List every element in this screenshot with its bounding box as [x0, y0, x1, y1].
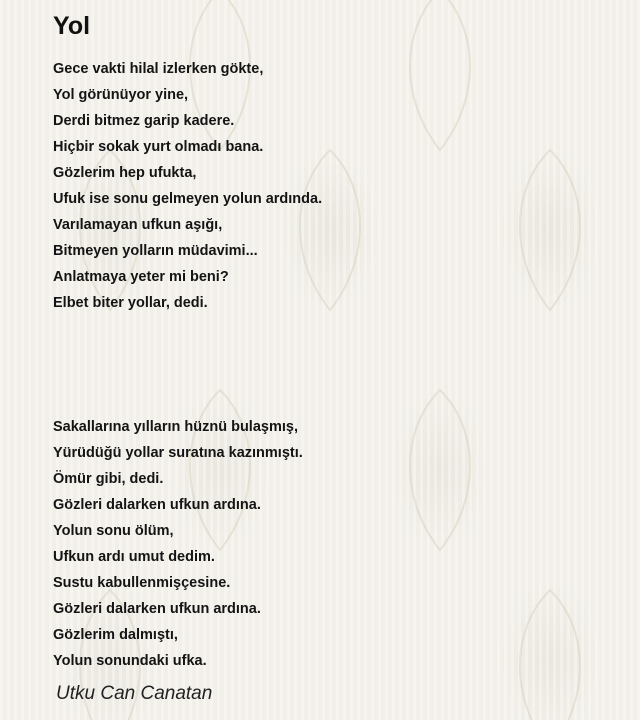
- poem-line: Elbet biter yollar, dedi.: [53, 295, 208, 311]
- poem-line: Gözleri dalarken ufkun ardına.: [53, 601, 261, 617]
- poem-author: Utku Can Canatan: [56, 683, 213, 704]
- poem-line: Ufkun ardı umut dedim.: [53, 549, 215, 565]
- poem-line: Derdi bitmez garip kadere.: [53, 113, 235, 129]
- poem-line: Varılamayan ufkun aşığı,: [53, 217, 223, 233]
- poem-line: Gözleri dalarken ufkun ardına.: [53, 497, 261, 513]
- poem-line: Yolun sonu ölüm,: [53, 523, 174, 539]
- poem-line: Ufuk ise sonu gelmeyen yolun ardında.: [53, 191, 323, 207]
- poem-line: Gözlerim dalmıştı,: [53, 627, 178, 643]
- stanza-2: [53, 414, 623, 674]
- poem-line: Yolun sonundaki ufka.: [53, 653, 207, 669]
- poem-title: Yol: [53, 12, 91, 40]
- poem-line: Yürüdüğü yollar suratına kazınmıştı.: [53, 445, 303, 461]
- poem-line: Ömür gibi, dedi.: [53, 471, 164, 487]
- poem-line: Sakallarına yılların hüznü bulaşmış,: [53, 419, 298, 435]
- poem-line: Bitmeyen yolların müdavimi...: [53, 243, 258, 259]
- poem-line: Anlatmaya yeter mi beni?: [53, 269, 229, 285]
- poem-line: Gözlerim hep ufukta,: [53, 165, 197, 181]
- poem-container: [53, 10, 623, 707]
- stanza-spacer: [53, 316, 623, 414]
- poem-line: Hiçbir sokak yurt olmadı bana.: [53, 139, 264, 155]
- poem-line: Sustu kabullenmişçesine.: [53, 575, 231, 591]
- poem-line: Yol görünüyor yine,: [53, 87, 189, 103]
- poem-line: Gece vakti hilal izlerken gökte,: [53, 61, 264, 77]
- stanza-1: [53, 56, 623, 316]
